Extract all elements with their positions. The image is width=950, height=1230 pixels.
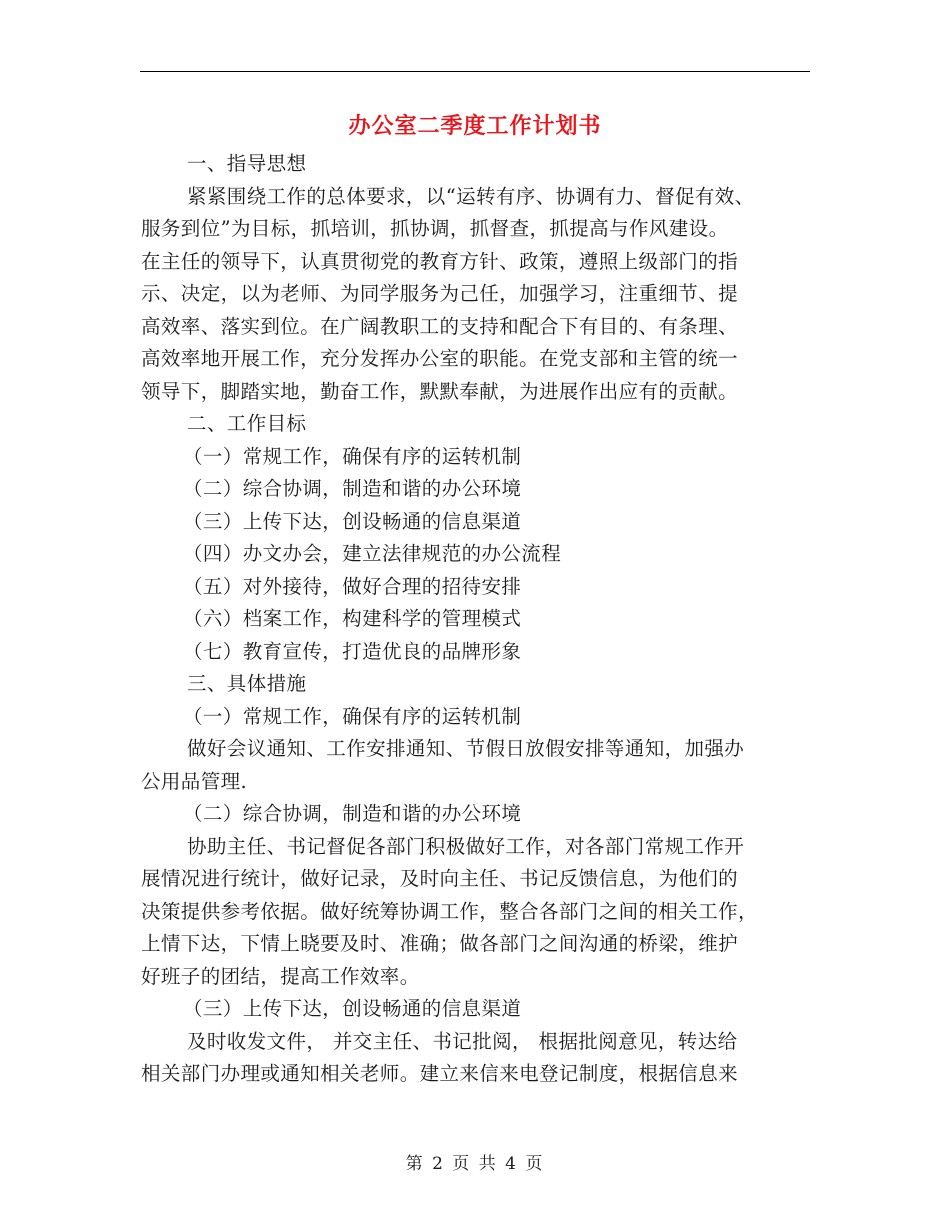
list-item: （六）档案工作，构建科学的管理模式 [183,607,522,630]
section-heading: 一、指导思想 [187,152,307,175]
header-rule [140,71,810,72]
paragraph-line: 领导下，脚踏实地，勤奋工作，默默奉献，为进展作出应有的贡献。 [141,379,739,403]
subsection-heading: （三）上传下达，创设畅通的信息渠道 [183,997,522,1020]
paragraph-line: 及时收发文件， 并交主任、书记批阅， 根据批阅意见，转达给 [187,1029,738,1053]
list-item: （二）综合协调，制造和谐的办公环境 [183,477,522,500]
list-item: （一）常规工作，确保有序的运转机制 [183,444,522,468]
subsection-heading: （一）常规工作，确保有序的运转机制 [183,704,522,728]
paragraph-line: 公用品管理. [141,769,248,793]
paragraph-line: 紧紧围绕工作的总体要求，以“运转有序、协调有力、督促有效、 [187,184,755,208]
document-title: 办公室二季度工作计划书 [348,113,602,139]
list-item: （四）办文办会，建立法律规范的办公流程 [183,542,562,565]
paragraph-line: 好班子的团结，提高工作效率。 [141,964,420,988]
paragraph-line: 相关部门办理或通知相关老师。建立来信来电登记制度，根据信息来 [141,1062,739,1085]
document-body [141,148,811,1091]
paragraph-line: 决策提供参考依据。做好统筹协调工作，整合各部门之间的相关工作， [141,899,758,923]
paragraph-line: 协助主任、书记督促各部门积极做好工作，对各部门常规工作开 [187,834,745,858]
section-heading: 三、具体措施 [187,672,307,695]
page-number: 第 2 页 共 4 页 [405,1154,545,1174]
paragraph-line: 展情况进行统计，做好记录，及时向主任、书记反馈信息，为他们的 [141,867,739,890]
list-item: （三）上传下达，创设畅通的信息渠道 [183,509,522,533]
paragraph-line: 做好会议通知、工作安排通知、节假日放假安排等通知，加强办 [187,737,745,760]
paragraph-line: 高效率地开展工作，充分发挥办公室的职能。在党支部和主管的统一 [141,347,739,370]
paragraph-line: 服务到位”为目标，抓培训，抓协调，抓督查，抓提高与作风建设。 [141,217,729,240]
list-item: （七）教育宣传，打造优良的品牌形象 [183,639,522,663]
paragraph-line: 上情下达，下情上晓要及时、准确；做各部门之间沟通的桥梁，维护 [141,932,739,955]
paragraph-line: 示、决定，以为老师、为同学服务为己任，加强学习，注重细节、提 [141,282,739,305]
paragraph-line: 在主任的领导下，认真贯彻党的教育方针、政策，遵照上级部门的指 [141,249,739,273]
subsection-heading: （二）综合协调，制造和谐的办公环境 [183,802,522,825]
section-heading: 二、工作目标 [187,412,307,435]
list-item: （五）对外接待，做好合理的招待安排 [183,574,522,598]
paragraph-line: 高效率、落实到位。在广阔教职工的支持和配合下有目的、有条理、 [141,314,739,338]
